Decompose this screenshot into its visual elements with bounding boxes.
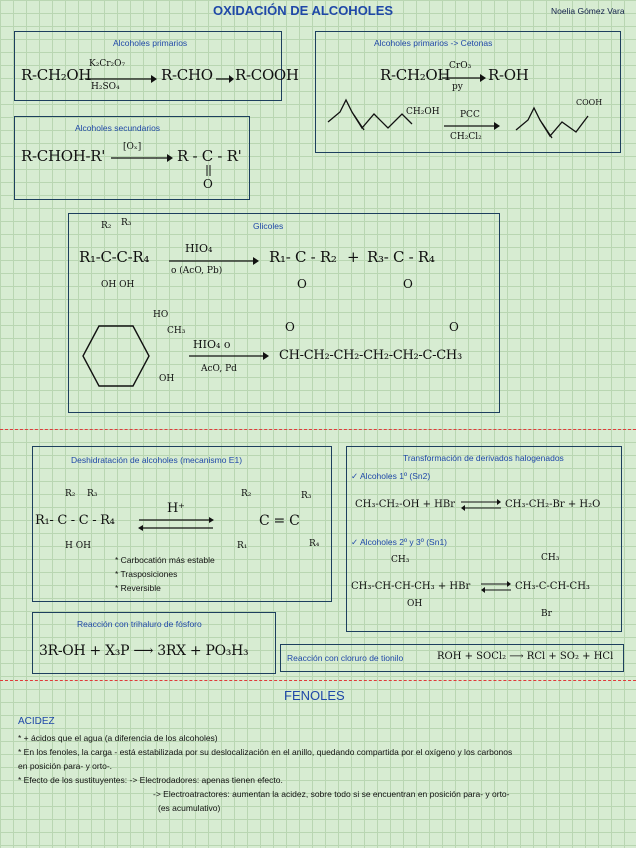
cetonas-title: Alcoholes primarios -> Cetonas — [374, 38, 493, 48]
deshidratacion-reactant: R₁- C - C - R₄ — [35, 513, 115, 528]
halogenados-ch3-a: CH₃ — [391, 555, 410, 565]
fenoles-line-3: en posición para- y orto-. — [18, 761, 113, 771]
glicoles-o1: O — [297, 277, 307, 291]
glicoles-cyclohexane — [83, 322, 153, 392]
halogenados-eq1-right: CH₃-CH₂-Br + H₂O — [505, 499, 601, 510]
deshidratacion-p-r3: R₃ — [301, 491, 312, 501]
deshidratacion-box — [32, 446, 332, 602]
cetonas-reagent-top: CrO₃ — [449, 61, 472, 71]
secundarios-product: R - C - R' — [177, 147, 242, 165]
glicoles-reagent-top: HIO₄ — [185, 242, 213, 255]
fenoles-line-6: (es acumulativo) — [158, 803, 221, 813]
deshidratacion-p-r1: R₁ — [237, 541, 248, 551]
halogenados-sub2: ✓ Alcoholes 2º y 3º (Sn1) — [351, 537, 448, 547]
deshidratacion-product: C = C — [259, 513, 300, 529]
glicoles-r3: R₃ — [121, 218, 132, 228]
cetonas-ring-label: CH₂OH — [406, 107, 440, 117]
glicoles-o4: O — [449, 320, 459, 334]
halogenados-title: Transformación de derivados halogenados — [403, 453, 564, 463]
fenoles-line-2: * En los fenoles, la carga - está estabilizada por su deslocalización en el anillo, quedando compartida por el oxígeno y los carbonos — [18, 747, 513, 757]
deshidratacion-note-3: * Reversible — [115, 583, 161, 593]
glicoles-ch3: CH₃ — [167, 326, 186, 336]
primarios-title: Alcoholes primarios — [113, 38, 188, 48]
halogenados-oh: OH — [407, 599, 423, 609]
tionilo-title: Reacción con cloruro de tionilo — [287, 653, 404, 663]
author-name: Noelia Gómez Vara — [551, 6, 625, 16]
halogenados-eq2-right: CH₃-C-CH-CH₃ — [515, 581, 590, 592]
fenoles-acidez: ACIDEZ — [18, 716, 55, 727]
glicoles-arrow2 — [189, 352, 269, 360]
page-title: OXIDACIÓN DE ALCOHOLES — [213, 3, 394, 18]
cetonas-product: R-OH — [488, 66, 529, 84]
secundarios-box — [14, 116, 250, 200]
cetonas-product2-label: COOH — [576, 98, 603, 107]
glicoles-product1: R₁- C - R₂ — [269, 248, 337, 266]
secundarios-reagent: [Oₓ] — [123, 142, 142, 152]
divider-2 — [0, 680, 636, 681]
fenoles-title: FENOLES — [284, 688, 345, 703]
cetonas-arrow — [442, 74, 484, 82]
primarios-product2: R-COOH — [235, 66, 299, 84]
deshidratacion-catalyst: H⁺ — [167, 501, 185, 516]
glicoles-arrow — [169, 257, 259, 265]
glicoles-product3: CH-CH₂-CH₂-CH₂-CH₂-C-CH₃ — [279, 348, 462, 363]
fenoles-line-4: * Efecto de los sustituyentes: -> Electrodadores: apenas tienen efecto. — [18, 775, 283, 785]
halogenados-box — [346, 446, 622, 632]
glicoles-ho: HO — [153, 310, 169, 320]
cetonas-reagent2-top: PCC — [460, 110, 480, 120]
tionilo-equation: ROH + SOCl₂ ⟶ RCl + SO₂ + HCl — [437, 651, 614, 662]
deshidratacion-note-2: * Trasposiciones — [115, 569, 178, 579]
primarios-reagent-top: K₂Cr₂O₇ — [89, 59, 126, 69]
glicoles-product2: R₃- C - R₄ — [367, 248, 435, 266]
primarios-reactant: R-CH₂OH — [21, 66, 92, 84]
glicoles-reactant: R₁-C-C-R₄ — [79, 248, 150, 266]
glicoles-box — [68, 213, 500, 413]
cetonas-box — [315, 31, 621, 153]
secundarios-arrow — [111, 154, 173, 162]
glicoles-o3: O — [285, 320, 295, 334]
trihaluro-title: Reacción con trihaluro de fósforo — [77, 619, 202, 629]
trihaluro-equation: 3R-OH + X₃P ⟶ 3RX + PO₃H₃ — [39, 643, 249, 659]
fenoles-line-1: * + ácidos que el agua (a diferencia de los alcoholes) — [18, 733, 218, 743]
glicoles-o2: O — [403, 277, 413, 291]
cetonas-reagent-bottom: py — [452, 82, 463, 92]
deshidratacion-title: Deshidratación de alcoholes (mecanismo E1) — [71, 455, 243, 465]
halogenados-ch3-b: CH₃ — [541, 553, 560, 563]
glicoles-reagent2-bottom: AcO, Pd — [201, 364, 237, 374]
trihaluro-box — [32, 612, 276, 674]
secundarios-double-bond — [205, 165, 213, 177]
deshidratacion-r3: R₃ — [87, 489, 98, 499]
secundarios-reactant: R-CHOH-R' — [21, 147, 106, 165]
halogenados-sub1: ✓ Alcoholes 1º (Sn2) — [351, 471, 431, 481]
glicoles-oh: OH OH — [101, 280, 135, 290]
halogenados-eq2-arrow — [481, 581, 511, 593]
secundarios-oxygen: O — [203, 177, 213, 191]
deshidratacion-equilibrium-arrow — [139, 517, 213, 531]
cetonas-reactant: R-CH₂OH — [380, 66, 451, 84]
divider-1 — [0, 429, 636, 430]
primarios-reagent-bottom: H₂SO₄ — [91, 82, 120, 92]
glicoles-plus: + — [347, 248, 360, 266]
glicoles-title: Glicoles — [253, 221, 284, 231]
cetonas-reagent2-bottom: CH₂Cl₂ — [450, 132, 482, 142]
secundarios-title: Alcoholes secundarios — [75, 123, 161, 133]
deshidratacion-h-oh: H OH — [65, 541, 91, 551]
halogenados-eq2-left: CH₃-CH-CH-CH₃ + HBr — [351, 581, 471, 592]
halogenados-eq1-left: CH₃-CH₂-OH + HBr — [355, 499, 456, 510]
halogenados-eq1-arrow — [461, 499, 501, 511]
cetonas-arrow2 — [444, 122, 499, 130]
glicoles-reagent2-top: HIO₄ o — [193, 338, 231, 351]
glicoles-r2: R₂ — [101, 221, 112, 231]
glicoles-reagent-bottom: o (AcO, Pb) — [171, 266, 223, 276]
deshidratacion-p-r2: R₂ — [241, 489, 252, 499]
deshidratacion-r2: R₂ — [65, 489, 76, 499]
glicoles-oh2: OH — [159, 374, 175, 384]
primarios-arrow2 — [216, 75, 234, 83]
deshidratacion-note-1: * Carbocatión más estable — [115, 555, 215, 565]
primarios-box — [14, 31, 299, 101]
deshidratacion-p-r4: R₄ — [309, 539, 320, 549]
fenoles-line-5: -> Electroatractores: aumentan la acidez, sobre todo si se encuentran en posición para- y orto- — [153, 789, 510, 799]
cetonas-skeletal-product — [516, 102, 606, 142]
primarios-product1: R-CHO — [161, 66, 213, 84]
halogenados-br: Br — [541, 609, 552, 619]
tionilo-box — [280, 644, 624, 672]
